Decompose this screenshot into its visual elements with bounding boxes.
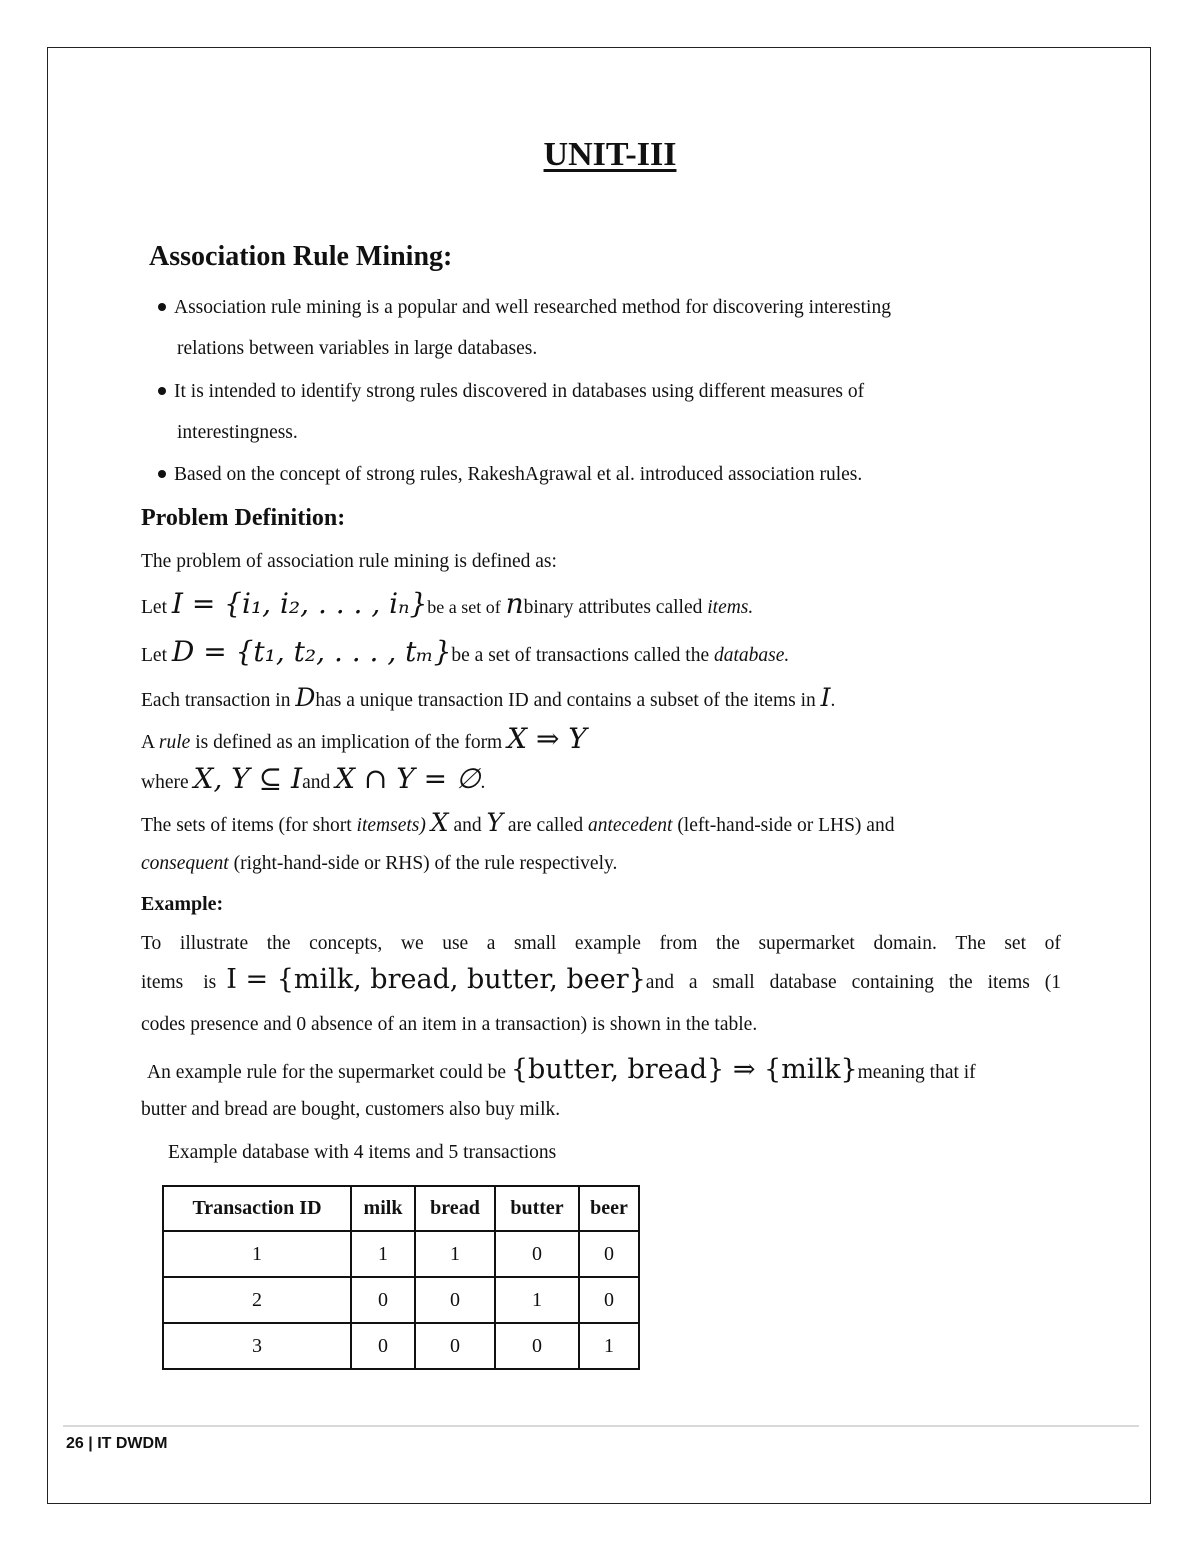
word: The	[955, 933, 986, 954]
bullet-1	[158, 297, 891, 319]
let1-suffix: binary attributes called	[523, 597, 703, 618]
items-set-formula: I = {milk, bread, butter, beer}	[226, 964, 646, 995]
cell: 1	[579, 1323, 639, 1369]
each-prefix: Each transaction in	[141, 690, 291, 711]
items-term: items.	[707, 597, 754, 618]
example-line2-rest	[646, 972, 1061, 994]
problem-intro: The problem of association rule mining is defined as:	[141, 551, 557, 572]
bullet-3-line1: Based on the concept of strong rules, RakeshAgrawal et al. introduced association rules.	[174, 464, 863, 485]
word: a	[688, 972, 698, 993]
cell: 1	[415, 1231, 495, 1277]
bullet-3	[158, 464, 862, 486]
I-symbol: I	[820, 683, 831, 712]
cell: 1	[351, 1231, 415, 1277]
set-D-formula: D = {t₁, t₂, . . . , tₘ}	[171, 635, 452, 668]
bullet-2-line2: interestingness.	[177, 422, 298, 443]
word: the	[266, 933, 291, 954]
word: small	[712, 972, 755, 993]
sets-mid: are called	[507, 815, 584, 836]
word: To	[141, 933, 162, 954]
word: and	[645, 972, 674, 993]
rule-prefix: A	[141, 732, 155, 753]
cell: 0	[351, 1323, 415, 1369]
word: of	[1044, 933, 1061, 954]
word: small	[514, 933, 557, 954]
itemsets-term: itemsets)	[356, 815, 426, 836]
cell: 3	[163, 1323, 351, 1369]
word: containing	[851, 972, 934, 993]
table-row	[163, 1231, 639, 1277]
bullet-dot-icon	[158, 303, 166, 311]
example-rule-formula: {butter, bread} ⇒ {milk}	[510, 1054, 858, 1085]
let-database-line	[141, 635, 789, 668]
let1-mid: be a set of	[427, 597, 501, 617]
example-line2	[141, 964, 1061, 995]
footer-divider	[63, 1425, 1139, 1427]
bullet-2-line1: It is intended to identify strong rules discovered in databases using different measures of	[174, 381, 865, 402]
page-number: 26	[66, 1435, 84, 1452]
items-word: items	[141, 972, 184, 993]
table-row	[163, 1323, 639, 1369]
table-caption: Example database with 4 items and 5 transactions	[168, 1142, 557, 1163]
rule-suffix: meaning that if	[857, 1062, 976, 1083]
X-symbol: X	[430, 808, 449, 837]
unit-title: UNIT-III	[543, 136, 677, 173]
each-transaction-line	[141, 683, 835, 712]
where-word: where	[141, 772, 189, 793]
cell: 0	[579, 1277, 639, 1323]
sets-tail: (left-hand-side or LHS) and	[677, 815, 895, 836]
cell: 0	[579, 1231, 639, 1277]
word: concepts,	[309, 933, 383, 954]
word: a	[486, 933, 496, 954]
word: domain.	[873, 933, 937, 954]
example-line3: codes presence and 0 absence of an item in a transaction) is shown in the table.	[141, 1014, 758, 1035]
word: set	[1004, 933, 1027, 954]
each-end: .	[830, 690, 836, 711]
example-heading: Example:	[141, 893, 224, 915]
Y-symbol: Y	[486, 808, 503, 837]
bullet-2	[158, 381, 864, 403]
footer-separator: |	[88, 1435, 93, 1452]
rule-prefix: An example rule for the supermarket could be	[147, 1062, 506, 1083]
header-beer: beer	[579, 1186, 639, 1231]
antecedent-term: antecedent	[587, 815, 673, 836]
consequent-line	[141, 853, 617, 875]
word: database	[769, 972, 837, 993]
bullet-1-line2: relations between variables in large databases.	[177, 338, 538, 359]
transactions-table	[162, 1185, 640, 1370]
disjoint-formula: X ∩ Y = ∅	[335, 762, 481, 795]
example-rule-line	[147, 1054, 976, 1085]
where-line	[141, 762, 485, 795]
sets-and: and	[453, 815, 482, 836]
cell: 0	[495, 1231, 579, 1277]
subset-formula: X, Y ⊆ I	[193, 762, 303, 795]
cell: 0	[415, 1323, 495, 1369]
n-symbol: n	[505, 587, 524, 620]
header-transaction-id: Transaction ID	[163, 1186, 351, 1231]
word: example	[574, 933, 641, 954]
sets-prefix: The sets of items (for short	[141, 815, 352, 836]
example-rule-line2: butter and bread are bought, customers also buy milk.	[141, 1099, 561, 1120]
cell: 0	[351, 1277, 415, 1323]
implication-formula: X ⇒ Y	[507, 722, 587, 755]
section-title: Association Rule Mining:	[149, 241, 453, 272]
header-butter: butter	[495, 1186, 579, 1231]
word: from	[659, 933, 698, 954]
cell: 0	[415, 1277, 495, 1323]
word: we	[400, 933, 424, 954]
table-row	[163, 1277, 639, 1323]
where-end: .	[480, 772, 486, 793]
database-term: database.	[714, 645, 790, 666]
problem-heading: Problem Definition:	[141, 505, 346, 531]
header-milk: milk	[351, 1186, 415, 1231]
set-I-formula: I = {i₁, i₂, . . . , iₙ}	[171, 587, 428, 620]
consequent-tail: (right-hand-side or RHS) of the rule respectively.	[233, 853, 618, 874]
rule-definition-line	[141, 722, 587, 755]
page-footer	[66, 1435, 167, 1453]
rule-mid: is defined as an implication of the form	[195, 732, 503, 753]
is-word: is	[203, 972, 217, 993]
bullet-1-line1: Association rule mining is a popular and well researched method for discovering interesting	[174, 297, 891, 318]
consequent-term: consequent	[141, 853, 229, 874]
let-items-line	[141, 587, 753, 620]
bullet-dot-icon	[158, 470, 166, 478]
word: items	[987, 972, 1030, 993]
word: supermarket	[758, 933, 855, 954]
cell: 2	[163, 1277, 351, 1323]
cell: 0	[495, 1323, 579, 1369]
cell: 1	[163, 1231, 351, 1277]
and-word: and	[302, 772, 331, 793]
example-line1	[141, 933, 1061, 955]
let2-suffix: be a set of transactions called the	[451, 645, 710, 666]
course-label: IT DWDM	[97, 1435, 168, 1452]
let-word: Let	[141, 645, 167, 666]
word: illustrate	[179, 933, 249, 954]
each-mid: has a unique transaction ID and contains a subset of the items in	[315, 690, 816, 711]
word: use	[442, 933, 469, 954]
bullet-dot-icon	[158, 387, 166, 395]
word: the	[716, 933, 740, 954]
rule-term: rule	[158, 732, 191, 753]
cell: 1	[495, 1277, 579, 1323]
word: the	[948, 972, 973, 993]
word: (1	[1044, 972, 1061, 993]
itemsets-line	[141, 808, 894, 837]
table-header-row	[163, 1186, 639, 1231]
let-word: Let	[141, 597, 167, 618]
D-symbol: D	[295, 683, 316, 712]
header-bread: bread	[415, 1186, 495, 1231]
